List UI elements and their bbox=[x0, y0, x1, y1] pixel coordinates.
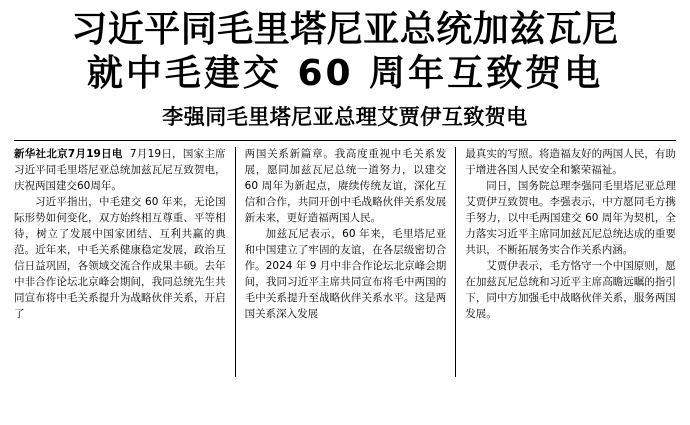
dateline-paragraph bbox=[14, 147, 226, 195]
paragraph: 加兹瓦尼表示，60 年来，毛里塔尼亚和中国建立了牢固的友谊，在各层级密切合作。2024 年 9 月中非合作论坛北京峰会期间，我同习近平主席共同宣布将毛中两国的毛中关系提升至战略伙伴关系水平。这是两国关系深入发展 bbox=[244, 227, 447, 320]
paragraph: 艾贾伊表示，毛方恪守一个中国原则，愿在加兹瓦尼总统和习近平主席高瞻远瞩的指引下，同中方加强毛中战略伙伴关系，服务两国发展。 bbox=[465, 259, 676, 320]
paragraph: 习近平指出，中毛建交 60 年来，无论国际形势如何变化，双方始终相互尊重、平等相待，树立了发展中国家团结、互利共赢的典范。近年来，中毛关系健康稳定发展，政治互信日益巩固，各领域交流合作成果丰硕。去年中非合作论坛北京峰会期间，我同总统先生共同宣布将中毛关系提升为战略伙伴关系，开启了 bbox=[14, 195, 226, 320]
article-column-2 bbox=[235, 147, 456, 377]
dateline-date: 7月19日， bbox=[129, 148, 183, 161]
paragraph: 最真实的写照。将造福友好的两国人民，有助于增进各国人民安全和繁荣福祉。 bbox=[465, 148, 676, 177]
paragraph: 两国关系新篇章。我高度重视中毛关系发展，愿同加兹瓦尼总统一道努力，以建交 60 周年为新起点，赓续传统友谊，深化互信和合作，共同开创中毛战略伙伴关系发展新未来，更好造福两国人民。 bbox=[244, 148, 447, 224]
headline-line-1: 习近平同毛里塔尼亚总统加兹瓦尼 bbox=[71, 9, 619, 50]
paragraph: 同日，国务院总理李强同毛里塔尼亚总理艾贾伊互致贺电。李强表示，中方愿同毛方携手努力，以中毛两国建交 60 周年为契机，全力落实习近平主席同加兹瓦尼总统达成的重要共识，不断拓展务实合作关系内涵。 bbox=[465, 180, 676, 256]
article-column-1 bbox=[14, 147, 235, 377]
headline-line-2: 就中毛建交 60 周年互致贺电 bbox=[86, 52, 604, 94]
article-column-3 bbox=[455, 147, 676, 377]
header-divider bbox=[14, 140, 676, 141]
subheadline: 李强同毛里塔尼亚总理艾贾伊互致贺电 bbox=[162, 104, 528, 129]
paragraph-text: 国家主席习近平同毛里塔尼亚总统加兹瓦尼互致贺电，庆祝两国建交60周年。 bbox=[14, 148, 226, 193]
article-columns bbox=[14, 147, 676, 377]
headline-block bbox=[14, 8, 676, 131]
dateline: 新华社北京7月19日电 bbox=[14, 148, 123, 161]
